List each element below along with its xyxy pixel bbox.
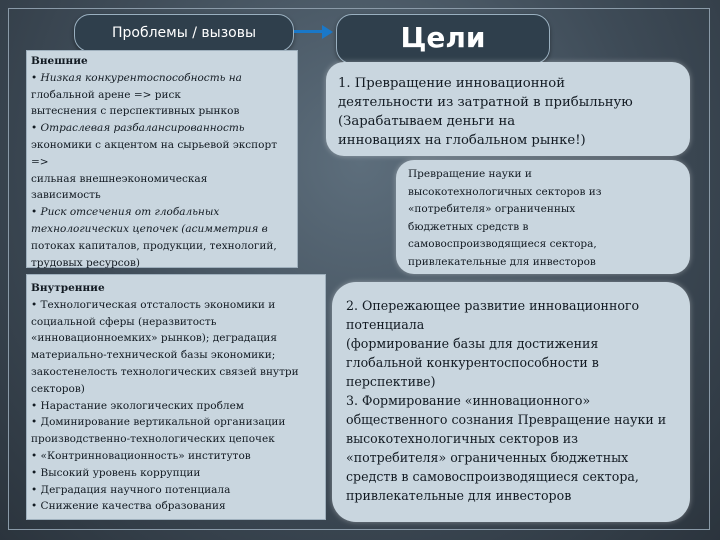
goal-1-detail-bubble <box>396 160 690 274</box>
internal-heading: Внутренние <box>31 282 105 294</box>
goal-2-3-line: 3. Формирование «инновационного» <box>346 393 591 408</box>
internal-problem-line: закостенелость технологических связей внутри <box>31 365 299 378</box>
goal-1-detail-line: бюджетных средств в <box>408 220 529 233</box>
external-problem-line: вытеснения с перспективных рынков <box>31 105 240 118</box>
external-problem-line: глобальной арене => риск <box>31 88 181 101</box>
goal-2-3-line: перспективе) <box>346 374 436 389</box>
goal-2-3-line: общественного сознания Превращение науки и <box>346 412 667 427</box>
internal-problem-line: • Нарастание экологических проблем <box>31 399 244 412</box>
internal-problem-line: • Доминирование вертикальной организации <box>31 416 286 429</box>
external-heading: Внешние <box>31 55 88 67</box>
internal-problem-line: секторов) <box>31 382 85 395</box>
internal-problem-line: • Деградация научного потенциала <box>31 483 231 496</box>
external-problem-line: • Риск отсечения от глобальных <box>31 206 220 219</box>
external-problem-line: • Отраслевая разбалансированность <box>31 122 245 135</box>
goal-1-bubble <box>326 62 690 156</box>
external-problems-list <box>31 70 293 272</box>
goal-2-3-line: привлекательные для инвесторов <box>346 488 572 503</box>
goal-1-line: деятельности из затратной в прибыльную <box>338 95 633 110</box>
external-problem-line: сильная внешнеэкономическая <box>31 172 208 185</box>
goals-2-3-bubble <box>332 282 690 522</box>
goal-2-3-line: «потребителя» ограниченных бюджетных <box>346 450 629 465</box>
external-problem-line: технологических цепочек (асимметрия в <box>31 222 268 235</box>
internal-problem-line: материально-технической базы экономики; <box>31 349 276 362</box>
internal-problem-line: • Снижение качества образования <box>31 500 226 513</box>
internal-problem-line: социальной сферы (неразвитость <box>31 315 217 328</box>
internal-problem-line: • «Контринновационность» институтов <box>31 449 251 462</box>
goal-1-line: (Зарабатываем деньги на <box>338 114 516 129</box>
external-problem-line: • Низкая конкурентоспособность на <box>31 71 242 84</box>
internal-problem-line: «инновационноемких» рынков); деградация <box>31 332 278 345</box>
goal-1-detail-line: «потребителя» ограниченных <box>408 203 576 215</box>
goal-2-3-line: высокотехнологичных секторов из <box>346 431 579 446</box>
goal-1-detail-line: привлекательные для инвесторов <box>408 255 596 268</box>
arrow-right-icon <box>322 25 333 39</box>
goal-2-3-line: 2. Опережающее развитие инновационного <box>346 298 640 313</box>
external-problem-line: экономики с акцентом на сырьевой экспорт => <box>31 138 278 168</box>
goal-1-line: инновациях на глобальном рынке!) <box>338 133 586 148</box>
goal-1-detail-line: самовоспроизводящиеся сектора, <box>408 238 597 250</box>
internal-problem-line: производственно-технологических цепочек <box>31 433 275 446</box>
external-problems-panel <box>26 50 298 268</box>
goal-1-line: 1. Превращение инновационной <box>338 76 566 91</box>
internal-problems-list <box>31 297 321 515</box>
problems-title: Проблемы / вызовы <box>74 14 294 52</box>
goal-2-3-line: (формирование базы для достижения <box>346 336 599 351</box>
internal-problem-line: • Высокий уровень коррупции <box>31 466 201 479</box>
goal-2-3-line: глобальной конкурентоспособности в <box>346 355 599 370</box>
goal-1-detail-line: Превращение науки и <box>408 168 532 180</box>
external-problem-line: трудовых ресурсов) <box>31 256 140 269</box>
external-problem-line: зависимость <box>31 189 101 202</box>
internal-problems-panel <box>26 274 326 520</box>
external-problem-line: потоках капиталов, продукции, технологий, <box>31 239 277 252</box>
internal-problem-line: • Технологическая отсталость экономики и <box>31 298 276 311</box>
goal-1-detail-line: высокотехнологичных секторов из <box>408 185 602 198</box>
goals-title: Цели <box>336 14 550 64</box>
goal-2-3-line: потенциала <box>346 317 425 332</box>
goal-2-3-line: средств в самовоспроизводящиеся сектора, <box>346 469 639 484</box>
